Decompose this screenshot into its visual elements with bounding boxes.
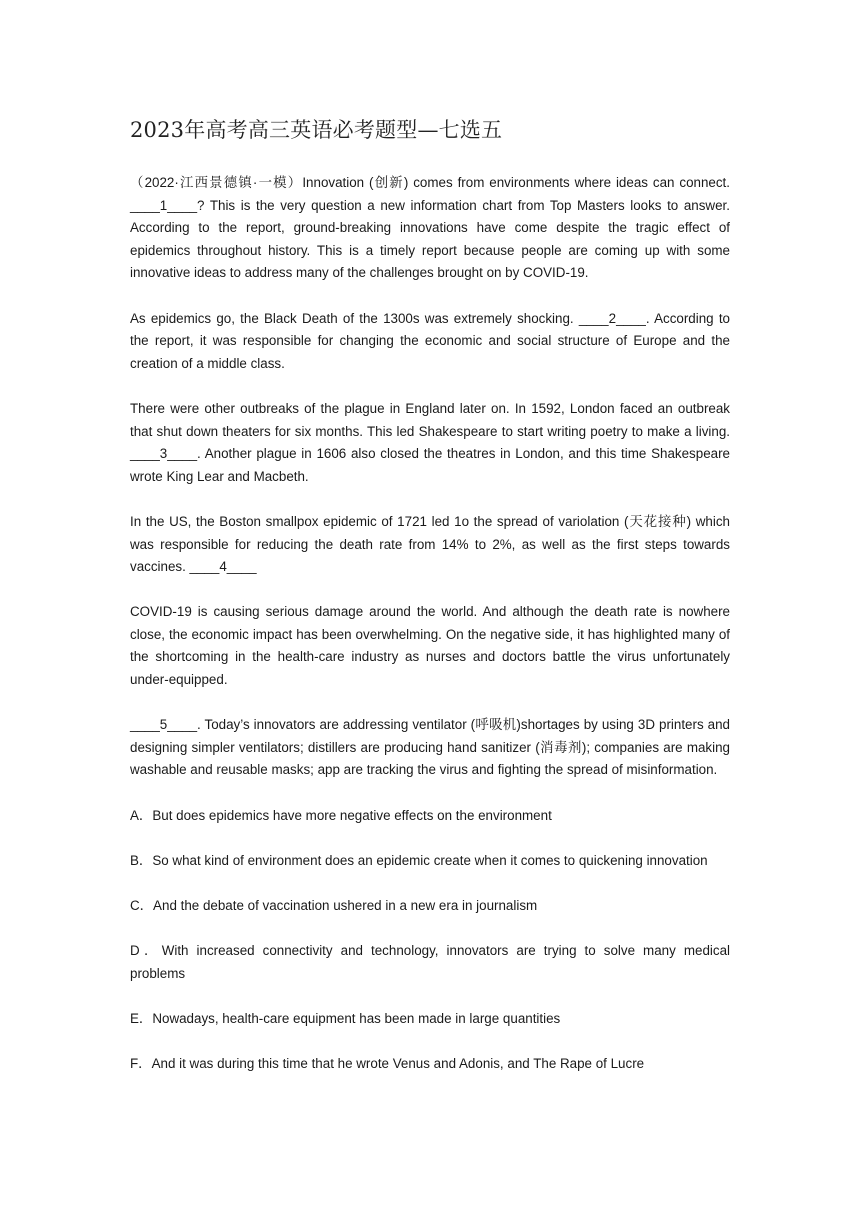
option-d: D．With increased connectivity and technology, innovators are trying to solve many medical problems — [130, 943, 730, 981]
paragraph-5: COVID-19 is causing serious damage around the world. And although the death rate is nowhere close, the economic impact has been overwhelming. On the negative side, it has highlighted many of the shortcoming in the health-care industry as nurses and doctors battle the virus unfortunately under-equipped. — [130, 604, 730, 688]
passage — [130, 172, 730, 1076]
option-f: F．And it was during this time that he wrote Venus and Adonis, and The Rape of Lucre — [130, 1056, 645, 1072]
paragraph-1: （2022·江西景德镇·一模）Innovation (创新) comes from environments where ideas can connect. ____1____? This is the very question a new information chart from Top Masters looks to answer. According to the report, ground-breaking innovations have come despite the tragic effect of epidemics throughout history. This is a timely report because people are coming up with some innovative ideas to address many of the challenges brought on by COVID-19. — [130, 175, 730, 281]
option-a: A．But does epidemics have more negative effects on the environment — [130, 807, 552, 823]
paragraph-3: There were other outbreaks of the plague in England later on. In 1592, London faced an outbreak that shut down theaters for six months. This led Shakespeare to start writing poetry to make a living. ____3____. Another plague in 1606 also closed the theatres in London, and this time Shakespeare wrote King Lear and Macbeth. — [130, 400, 730, 484]
option-b: B．So what kind of environment does an epidemic create when it comes to quickening innovation — [130, 852, 708, 868]
option-c: C．And the debate of vaccination ushered in a new era in journalism — [130, 898, 538, 913]
paragraph-6: ____5____. Today’s innovators are addressing ventilator (呼吸机)shortages by using 3D printers and designing simpler ventilators; distillers are producing hand sanitizer (消毒剂); companies are making washable and reusable masks; app are tracking the virus and fighting the spread of misinformation. — [130, 717, 730, 778]
document-title: 2023年高考高三英语必考题型—七选五 — [130, 118, 503, 142]
option-e: E．Nowadays, health-care equipment has been made in large quantities — [130, 1010, 561, 1026]
paragraph-2: As epidemics go, the Black Death of the 1300s was extremely shocking. ____2____. According to the report, it was responsible for changing the economic and social structure of Europe and the creation of a middle class. — [130, 310, 730, 371]
paragraph-4: In the US, the Boston smallpox epidemic of 1721 led 1o the spread of variolation (天花接种) which was responsible for reducing the death rate from 14% to 2%, as well as the first steps towards vaccines. ____4____ — [130, 513, 730, 575]
